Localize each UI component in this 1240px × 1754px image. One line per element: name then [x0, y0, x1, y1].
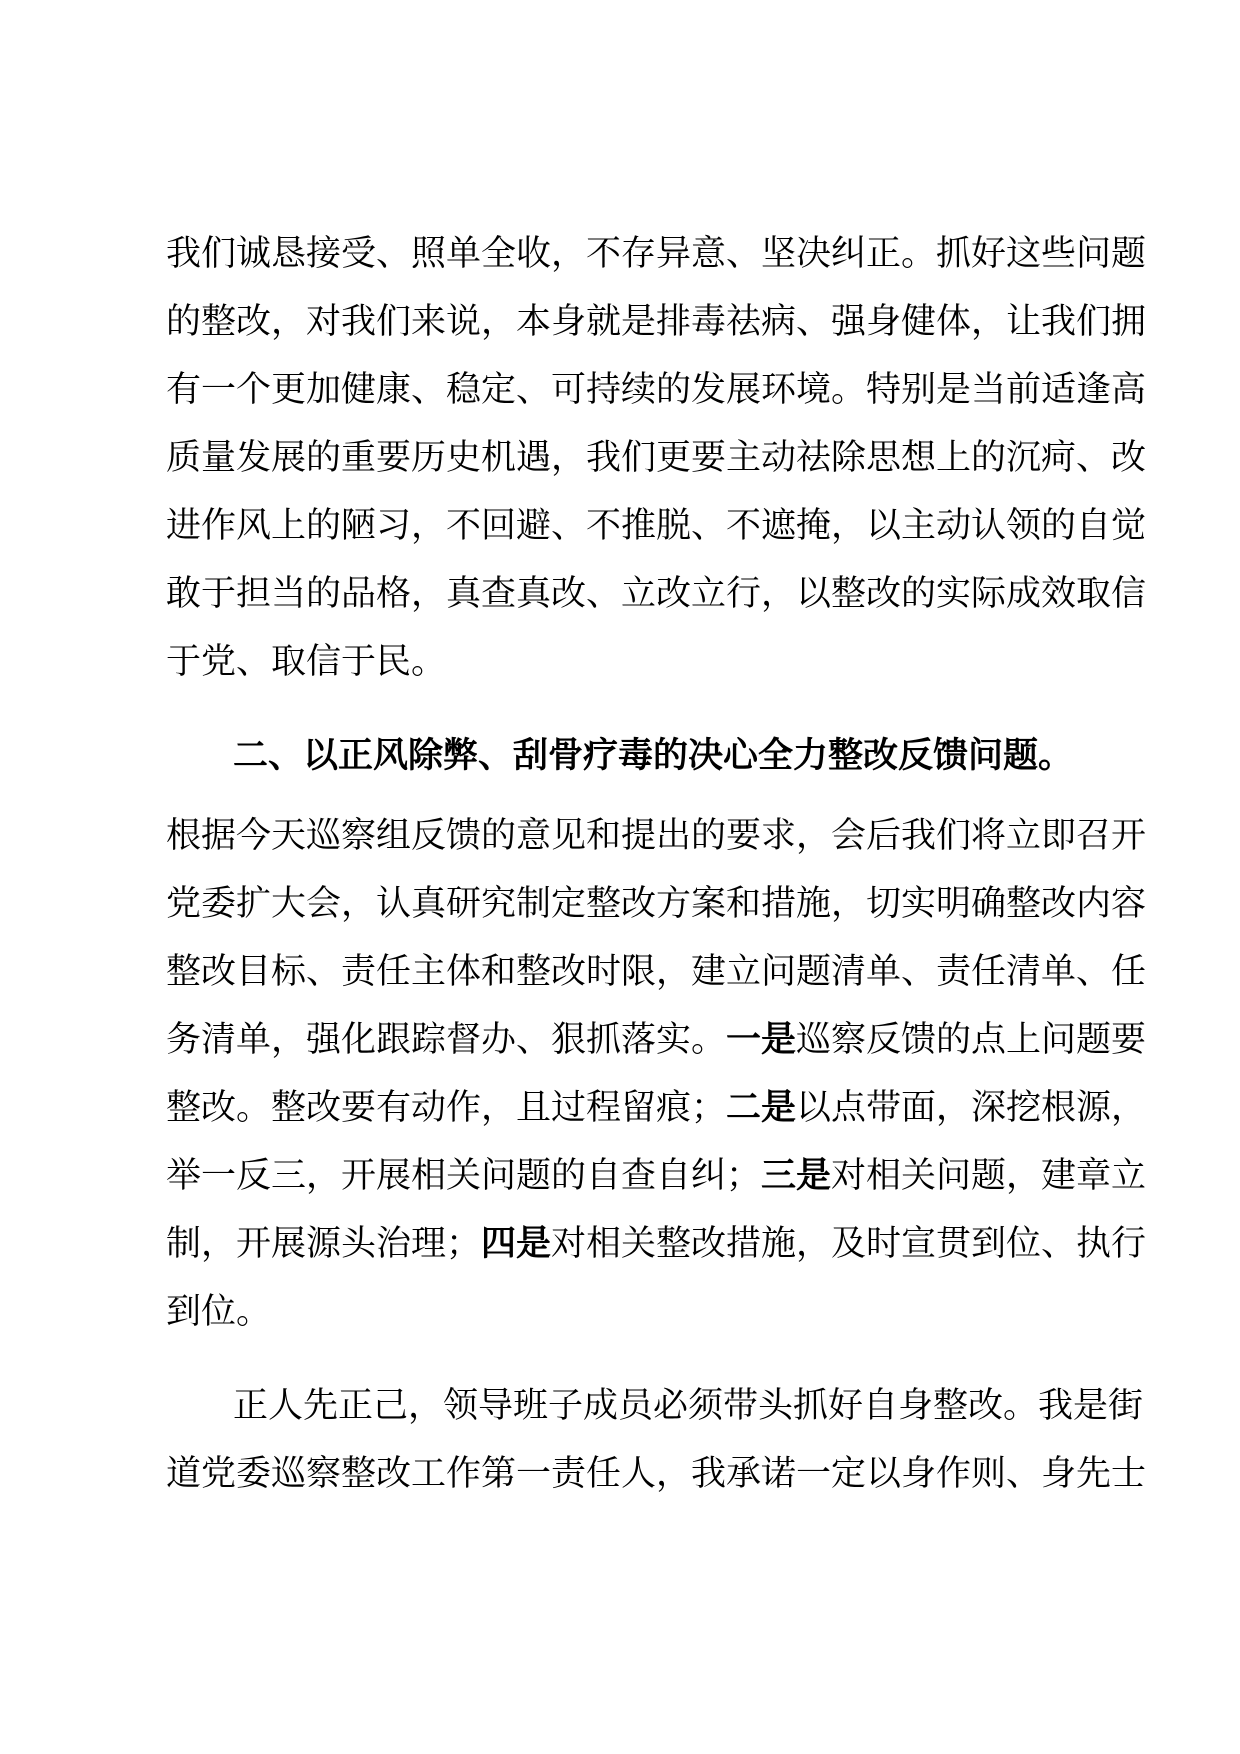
- section-heading: 二、以正风除弊、刮骨疗毒的决心全力整改反馈问题。: [233, 736, 1074, 776]
- paragraph-2-line: 整改目标、责任主体和整改时限，建立问题清单、责任清单、任: [166, 952, 1147, 992]
- paragraph-2-line: 到位。: [166, 1292, 272, 1332]
- paragraph-2-line: [166, 1210, 1147, 1278]
- paragraph-1-line: 有一个更加健康、稳定、可持续的发展环境。特别是当前适逢高: [166, 370, 1147, 410]
- bold-marker: 四是: [481, 1224, 552, 1264]
- paragraph-1-line: 我们诚恳接受、照单全收，不存异意、坚决纠正。抓好这些问题: [166, 234, 1147, 274]
- line-text: 对相关整改措施，及时宣贯到位、执行: [551, 1224, 1147, 1264]
- paragraph-2-line: 党委扩大会，认真研究制定整改方案和措施，切实明确整改内容: [166, 884, 1147, 924]
- paragraph-3: [166, 1372, 1147, 1508]
- line-text: 整改。整改要有动作，且过程留痕；: [166, 1088, 727, 1128]
- line-text: 制，开展源头治理；: [166, 1224, 482, 1264]
- paragraph-1-line: 进作风上的陋习，不回避、不推脱、不遮掩，以主动认领的自觉: [166, 506, 1147, 546]
- paragraph-3-line: 道党委巡察整改工作第一责任人，我承诺一定以身作则、身先士: [166, 1454, 1147, 1494]
- paragraph-1-line: 敢于担当的品格，真查真改、立改立行，以整改的实际成效取信: [166, 574, 1147, 614]
- line-text: 举一反三，开展相关问题的自查自纠；: [166, 1156, 762, 1196]
- paragraph-2-line: [166, 1142, 1147, 1210]
- line-text: 以点带面，深挖根源，: [796, 1088, 1147, 1128]
- paragraph-2-line: 根据今天巡察组反馈的意见和提出的要求，会后我们将立即召开: [166, 816, 1147, 856]
- paragraph-1-line: 的整改，对我们来说，本身就是排毒祛病、强身健体，让我们拥: [166, 302, 1147, 342]
- line-text: 对相关问题，建章立: [831, 1156, 1147, 1196]
- bold-marker: 一是: [726, 1020, 797, 1060]
- bold-marker: 二是: [726, 1088, 797, 1128]
- line-text: 巡察反馈的点上问题要: [796, 1020, 1147, 1060]
- paragraph-3-line: 正人先正己，领导班子成员必须带头抓好自身整改。我是街: [233, 1386, 1144, 1426]
- paragraph-2-line: [166, 1006, 1147, 1074]
- paragraph-2-line: [166, 1074, 1147, 1142]
- paragraph-1-line: 质量发展的重要历史机遇，我们更要主动祛除思想上的沉疴、改: [166, 438, 1147, 478]
- paragraph-1: [166, 220, 1147, 696]
- line-text: 务清单，强化跟踪督办、狠抓落实。: [166, 1020, 727, 1060]
- paragraph-1-line: 于党、取信于民。: [166, 642, 447, 682]
- bold-marker: 三是: [761, 1156, 832, 1196]
- paragraph-2: [166, 802, 1147, 1346]
